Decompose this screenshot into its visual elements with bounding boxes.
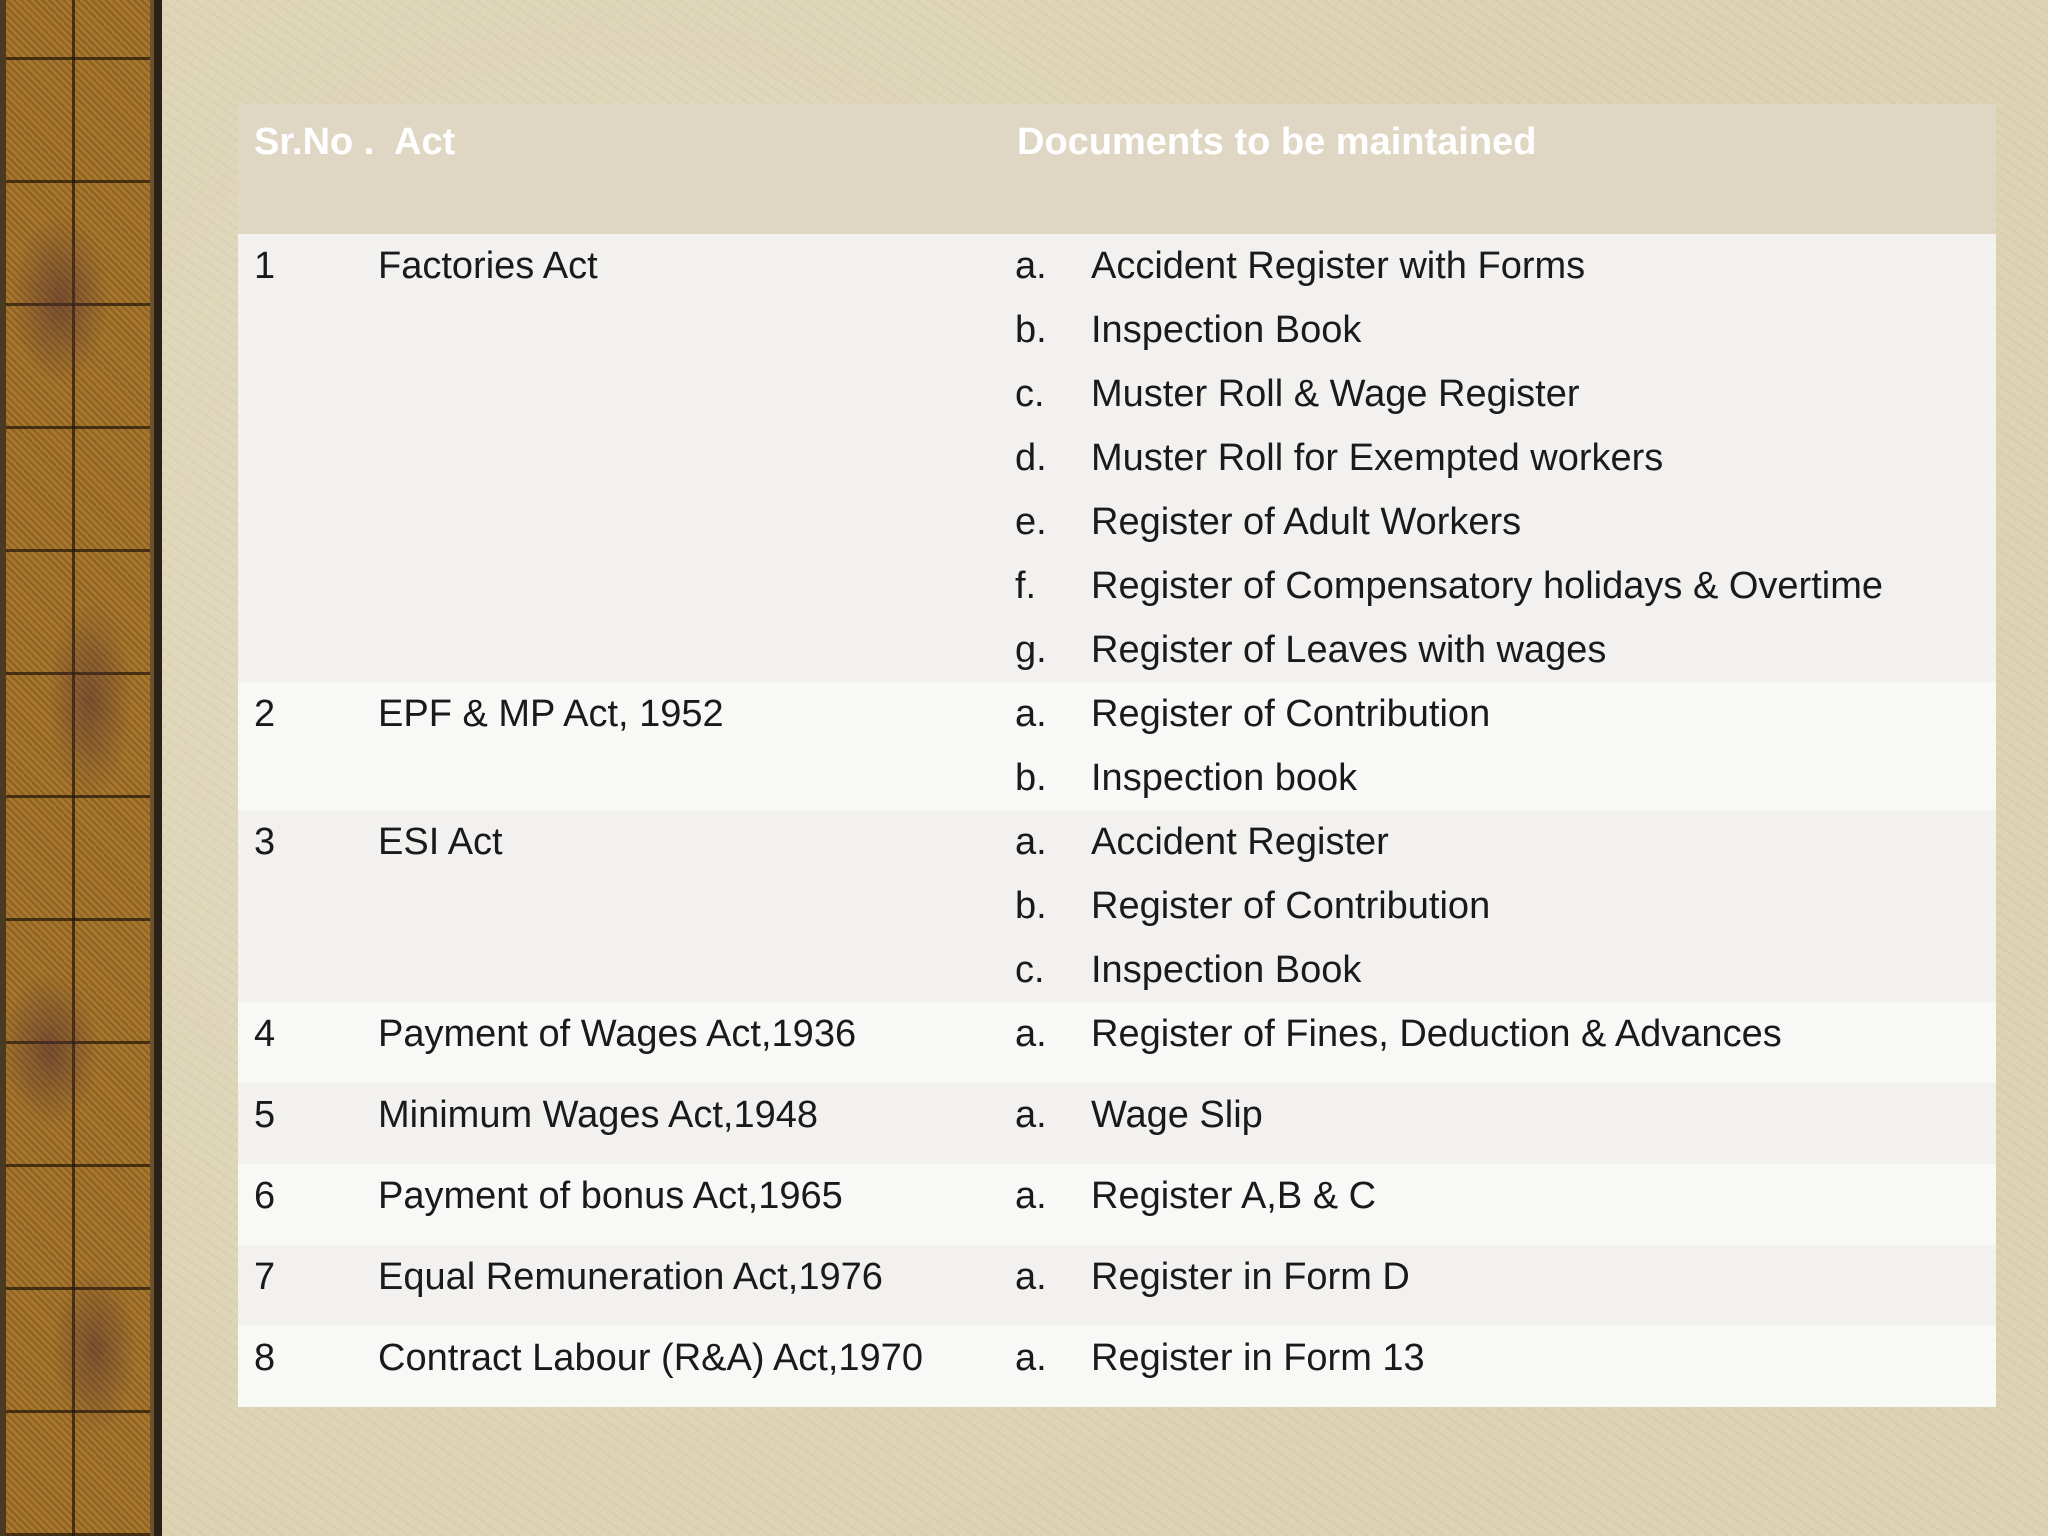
document-item [1015, 1083, 1996, 1147]
document-item [1015, 810, 1996, 874]
document-letter: a. [1015, 1337, 1047, 1379]
document-item [1015, 1164, 1996, 1228]
act-cell [378, 1164, 1015, 1245]
documents-cell [1015, 682, 1996, 810]
document-list [1015, 810, 1996, 1002]
acts-documents-table [238, 104, 1996, 1407]
document-text: Accident Register with Forms [1091, 245, 1586, 287]
document-item [1015, 490, 1996, 554]
document-text: Register of Fines, Deduction & Advances [1091, 1013, 1782, 1055]
document-item [1015, 1326, 1996, 1390]
documents-cell [1015, 1164, 1996, 1245]
document-item [1015, 938, 1996, 1002]
document-letter: a. [1015, 1256, 1047, 1298]
sr-no-cell [238, 810, 378, 1002]
document-list [1015, 1326, 1996, 1390]
document-list [1015, 682, 1996, 810]
sr-no: 2 [254, 693, 276, 735]
document-text: Register of Adult Workers [1091, 501, 1522, 543]
documents-cell [1015, 234, 1996, 682]
document-text: Wage Slip [1091, 1094, 1263, 1136]
header-documents: Documents to be maintained [1015, 104, 1996, 234]
act-cell [378, 682, 1015, 810]
table-row [238, 1083, 1996, 1164]
sr-no-cell [238, 1002, 378, 1083]
decorative-spine [0, 0, 162, 1536]
document-text: Register of Contribution [1091, 693, 1491, 735]
sr-no: 7 [254, 1256, 276, 1298]
document-letter: a. [1015, 1175, 1047, 1217]
document-text: Register of Contribution [1091, 885, 1491, 927]
sr-no-cell [238, 682, 378, 810]
document-letter: a. [1015, 693, 1047, 735]
document-item [1015, 618, 1996, 682]
sr-no: 4 [254, 1013, 276, 1055]
document-letter: a. [1015, 1094, 1047, 1136]
act-cell [378, 1083, 1015, 1164]
document-letter: e. [1015, 501, 1047, 543]
document-item [1015, 426, 1996, 490]
table-row [238, 682, 1996, 810]
table-row [238, 810, 1996, 1002]
document-text: Register of Compensatory holidays & Overtime [1091, 565, 1883, 607]
sr-no: 8 [254, 1337, 276, 1379]
act-cell [378, 1245, 1015, 1326]
document-text: Muster Roll for Exempted workers [1091, 437, 1664, 479]
sr-no-cell [238, 1326, 378, 1407]
document-letter: b. [1015, 757, 1047, 799]
document-item [1015, 554, 1996, 618]
document-list [1015, 1164, 1996, 1228]
act-name: Payment of Wages Act,1936 [378, 1013, 857, 1055]
document-letter: c. [1015, 949, 1045, 991]
act-cell [378, 1326, 1015, 1407]
document-letter: a. [1015, 1013, 1047, 1055]
sr-no-cell [238, 234, 378, 682]
documents-cell [1015, 1083, 1996, 1164]
document-list [1015, 1245, 1996, 1309]
document-letter: d. [1015, 437, 1047, 479]
sr-no: 5 [254, 1094, 276, 1136]
document-list [1015, 234, 1996, 682]
sr-no-cell [238, 1164, 378, 1245]
act-name: Payment of bonus Act,1965 [378, 1175, 843, 1217]
act-name: Equal Remuneration Act,1976 [378, 1256, 883, 1298]
document-text: Register in Form D [1091, 1256, 1410, 1298]
sr-no: 1 [254, 245, 276, 287]
documents-cell [1015, 810, 1996, 1002]
document-letter: a. [1015, 245, 1047, 287]
table-row [238, 234, 1996, 682]
table-row [238, 1326, 1996, 1407]
act-name: Factories Act [378, 245, 598, 287]
act-name: EPF & MP Act, 1952 [378, 693, 724, 735]
act-cell [378, 810, 1015, 1002]
document-text: Accident Register [1091, 821, 1389, 863]
document-item [1015, 1002, 1996, 1066]
document-text: Inspection Book [1091, 309, 1362, 351]
header-sr-no: Sr.No . [238, 104, 378, 234]
document-item [1015, 298, 1996, 362]
document-letter: c. [1015, 373, 1045, 415]
document-item [1015, 234, 1996, 298]
document-text: Register A,B & C [1091, 1175, 1377, 1217]
header-act: Act [378, 104, 1015, 234]
act-name: Minimum Wages Act,1948 [378, 1094, 818, 1136]
document-item [1015, 874, 1996, 938]
sr-no-cell [238, 1083, 378, 1164]
documents-cell [1015, 1326, 1996, 1407]
document-letter: b. [1015, 309, 1047, 351]
documents-cell [1015, 1245, 1996, 1326]
table-row [238, 1164, 1996, 1245]
table-header-row [238, 104, 1996, 234]
act-name: ESI Act [378, 821, 503, 863]
document-letter: b. [1015, 885, 1047, 927]
document-item [1015, 1245, 1996, 1309]
document-item [1015, 362, 1996, 426]
document-list [1015, 1002, 1996, 1066]
table-row [238, 1245, 1996, 1326]
document-letter: a. [1015, 821, 1047, 863]
document-text: Inspection Book [1091, 949, 1362, 991]
document-item [1015, 682, 1996, 746]
sr-no: 6 [254, 1175, 276, 1217]
document-item [1015, 746, 1996, 810]
document-letter: f. [1015, 565, 1037, 607]
act-name: Contract Labour (R&A) Act,1970 [378, 1337, 923, 1379]
document-list [1015, 1083, 1996, 1147]
act-cell [378, 234, 1015, 682]
documents-cell [1015, 1002, 1996, 1083]
document-text: Muster Roll & Wage Register [1091, 373, 1580, 415]
table-row [238, 1002, 1996, 1083]
sr-no-cell [238, 1245, 378, 1326]
document-text: Inspection book [1091, 757, 1358, 799]
document-text: Register of Leaves with wages [1091, 629, 1607, 671]
document-letter: g. [1015, 629, 1047, 671]
act-cell [378, 1002, 1015, 1083]
sr-no: 3 [254, 821, 276, 863]
document-text: Register in Form 13 [1091, 1337, 1425, 1379]
